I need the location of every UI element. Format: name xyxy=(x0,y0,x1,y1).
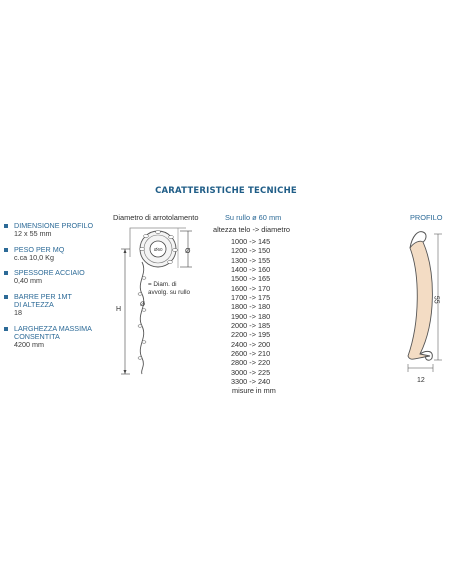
spec-label: LARGHEZZA MASSIMA CONSENTITA xyxy=(14,323,92,341)
table-row: 1900 -> 180 xyxy=(231,311,271,321)
roller-heading: Su rullo ø 60 mm xyxy=(225,213,282,222)
table-row: 1300 -> 155 xyxy=(231,255,271,265)
svg-text:Ø: Ø xyxy=(140,300,146,308)
spec-label: SPESSORE ACCIAIO xyxy=(14,268,85,278)
table-row: 1700 -> 175 xyxy=(231,293,271,303)
units-note: misure in mm xyxy=(232,386,276,395)
spec-label: PESO PER MQ xyxy=(14,244,65,254)
height-label: H xyxy=(116,306,122,313)
bullet-square-icon xyxy=(4,295,8,299)
spec-value: 12 x 55 mm xyxy=(14,229,52,239)
rollup-diagram xyxy=(108,222,208,382)
profile-heading: PROFILO xyxy=(410,213,443,222)
spec-value: 4200 mm xyxy=(14,340,44,350)
table-row: 2200 -> 195 xyxy=(231,330,271,340)
table-row: 3300 -> 240 xyxy=(231,377,271,387)
profile-shape xyxy=(408,241,432,359)
table-subheading: altezza telo -> diametro xyxy=(213,225,291,234)
spec-item-weight xyxy=(4,246,124,263)
diameter-note: = Diam. di avvolg. su rullo xyxy=(148,281,190,296)
drum-label: Ø60 xyxy=(154,247,163,252)
spec-value: 18 xyxy=(14,308,22,318)
spec-list xyxy=(4,222,124,357)
table-row: 1800 -> 180 xyxy=(231,302,271,312)
spec-label: DIMENSIONE PROFILO xyxy=(14,221,94,230)
spec-item-steel-thickness xyxy=(4,269,124,286)
bullet-square-icon xyxy=(4,224,8,228)
table-row: 2400 -> 200 xyxy=(231,339,271,349)
table-row: 1400 -> 160 xyxy=(231,265,271,275)
profile-width-label: 12 xyxy=(417,377,425,384)
diameter-heading: Diametro di arrotolamento xyxy=(113,213,199,222)
table-row: 3000 -> 225 xyxy=(231,367,271,377)
table-row: 1000 -> 145 xyxy=(231,237,271,246)
table-row: 2000 -> 185 xyxy=(231,321,271,331)
table-row: 2800 -> 220 xyxy=(231,358,271,368)
table-row: 1200 -> 150 xyxy=(231,246,271,256)
bullet-square-icon xyxy=(4,327,8,331)
table-row: 2600 -> 210 xyxy=(231,349,271,359)
table-row: 1600 -> 170 xyxy=(231,283,271,293)
page-title: CARATTERISTICHE TECNICHE xyxy=(155,186,297,196)
table-row: 1500 -> 165 xyxy=(231,274,271,284)
bullet-square-icon xyxy=(4,248,8,252)
spec-item-max-width xyxy=(4,325,124,350)
spec-item-profile-dimension xyxy=(4,222,124,239)
spec-value: 0,40 mm xyxy=(14,276,42,286)
spec-value: c.ca 10,0 Kg xyxy=(14,252,54,262)
profile-height-label: 55 xyxy=(432,295,440,304)
diameter-table xyxy=(231,237,270,387)
spec-label: BARRE PER 1MT DI ALTEZZA xyxy=(14,291,72,310)
bullet-square-icon xyxy=(4,271,8,275)
spec-item-bars-per-meter xyxy=(4,293,124,318)
diameter-symbol-icon: Ø xyxy=(185,247,191,255)
